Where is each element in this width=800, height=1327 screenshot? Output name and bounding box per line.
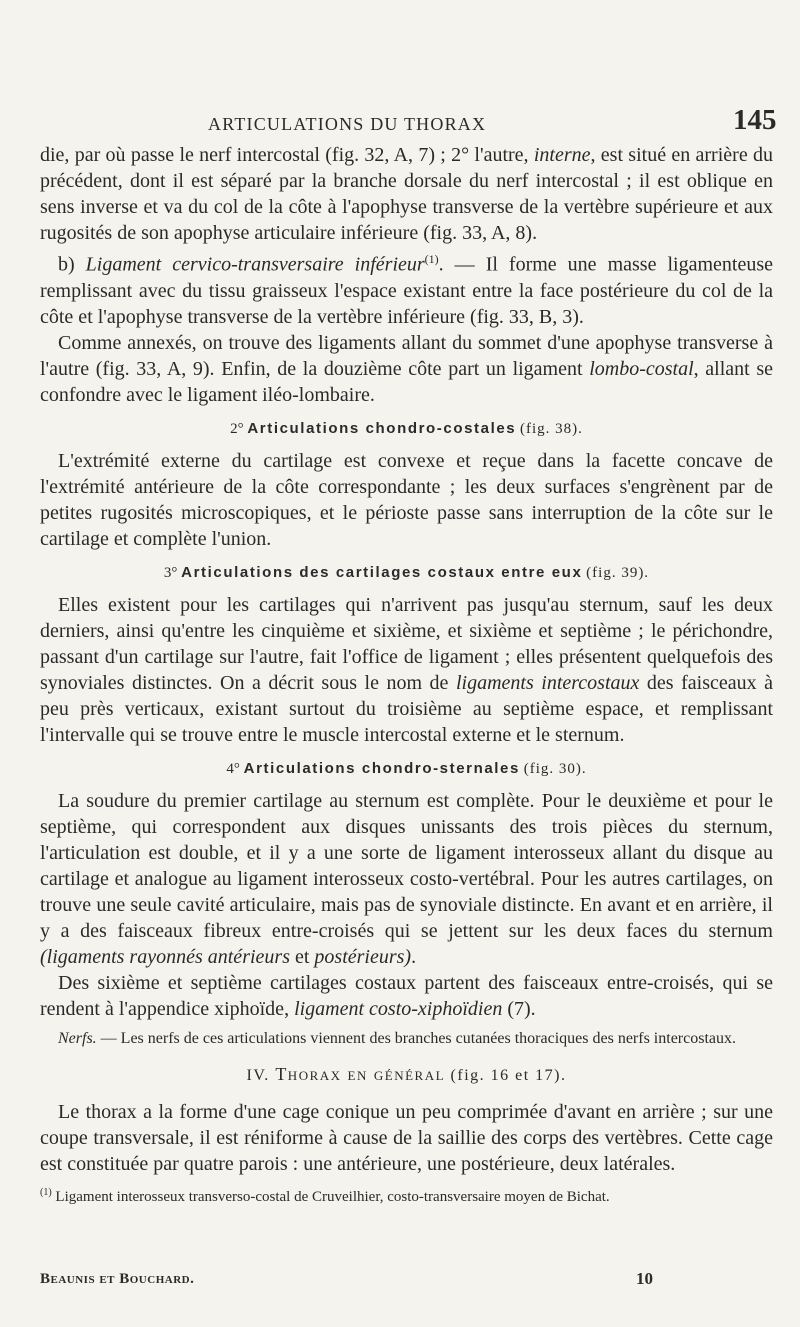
paragraph-chondro-costales: L'extrémité externe du cartilage est convexe et reçue dans la facette concave de l'extrémité antérieure de la côte correspondante ; les deux surfaces s'engrènent par de petites rugosités microscopiques, et le périoste passe sans interruption de la côte sur le cartilage et complète l'union. <box>40 449 773 550</box>
signature-mark: 10 <box>636 1269 653 1288</box>
paragraph-ligament-interne: die, par où passe le nerf intercostal (fig. 32, A, 7) ; 2° l'autre, interne, est situé en arrière du précédent, dont il est séparé par la branche dorsale du nerf intercostal ; il est oblique en sens inverse et va du col de la côte à l'apophyse transverse de la vertèbre supérieure et aux rugosités de son apophyse articulaire inférieure (fig. 33, A, 8). <box>40 144 773 244</box>
page-header <box>0 104 800 144</box>
running-title: ARTICULATIONS DU THORAX <box>208 114 487 134</box>
body-text <box>40 142 773 1207</box>
footer-authors: Beaunis et Bouchard. <box>40 1271 195 1287</box>
paragraph-annexes: Comme annexés, on trouve des ligaments allant du sommet d'une apophyse transverse à l'autre (fig. 33, A, 9). Enfin, de la douzième côte part un ligament lombo-costal, allant se confondre avec le ligament iléo-lombaire. <box>40 331 773 406</box>
footnote: $^{(1)}$ Ligament interosseux transverso-costal de Cruveilhier, costo-transversaire moyen de Bichat. <box>40 1186 610 1205</box>
section-heading-chondro-sternales: 4° Articulations chondro-sternales (fig. 30). <box>226 759 587 777</box>
paragraph-nerfs: Nerfs. — Les nerfs de ces articulations viennent des branches cutanées thoraciques des nerfs intercostaux. <box>58 1029 736 1047</box>
page-number: 145 <box>733 104 777 136</box>
paragraph-costo-xiphoidien: Des sixième et septième cartilages costaux partent des faisceaux entre-croisés, qui se rendent à l'appendice xiphoïde, ligament costo-xiphoïdien (7). <box>40 971 773 1020</box>
page-footer <box>40 1271 773 1293</box>
section-heading-cartilages-costaux: 3° Articulations des cartilages costaux entre eux (fig. 39). <box>163 563 650 581</box>
paragraph-cartilages-costaux: Elles existent pour les cartilages qui n'arrivent pas jusqu'au sternum, sauf les deux derniers, ainsi qu'entre les cinquième et sixième, et sixième et septième ; le périchondre, passant d'un cartilage sur l'autre, fait l'office de ligament ; elles présentent quelquefois des synoviales distinctes. On a décrit sous le nom de ligaments intercostaux des faisceaux à peu près verticaux, existant surtout du troisième au septième espace, et remplissant l'intervalle qui se trouve entre le muscle intercostal externe et le sternum. <box>40 593 774 746</box>
paragraph-chondro-sternales: La soudure du premier cartilage au sternum est complète. Pour le deuxième et pour le septième, qui correspondent aux disques unissants des trois pièces du sternum, l'articulation est double, et il y a une sorte de ligament interosseux allant du disque au cartilage et analogue au ligament interosseux costo-vertébral. Pour les autres cartilages, on trouve une seule cavité articulaire, mais pas de synoviale distincte. En avant et en arrière, il y a des faisceaux fibreux entre-croisés qui se jettent sur les deux faces du sternum (ligaments rayonnés antérieurs et postérieurs). <box>40 789 773 968</box>
section-heading-thorax: IV. Thorax en général (fig. 16 et 17). <box>246 1063 567 1084</box>
paragraph-thorax: Le thorax a la forme d'une cage conique un peu comprimée d'avant en arrière ; sur une coupe transversale, il est réniforme à cause de la saillie des corps des vertèbres. Cette cage est constituée par quatre parois : une antérieure, une postérieure, deux latérales. <box>40 1100 773 1175</box>
section-heading-chondro-costales: 2° Articulations chondro-costales (fig. 38). <box>230 419 583 437</box>
paragraph-ligament-cervico-transversaire: b) Ligament cervico-transversaire inférieur$^{(1)}$. — Il forme une masse ligamenteuse remplissant avec du tissu graisseux l'espace existant entre la face postérieure du col de la côte et l'apophyse transverse de la vertèbre inférieure (fig. 33, B, 3). <box>40 252 773 328</box>
